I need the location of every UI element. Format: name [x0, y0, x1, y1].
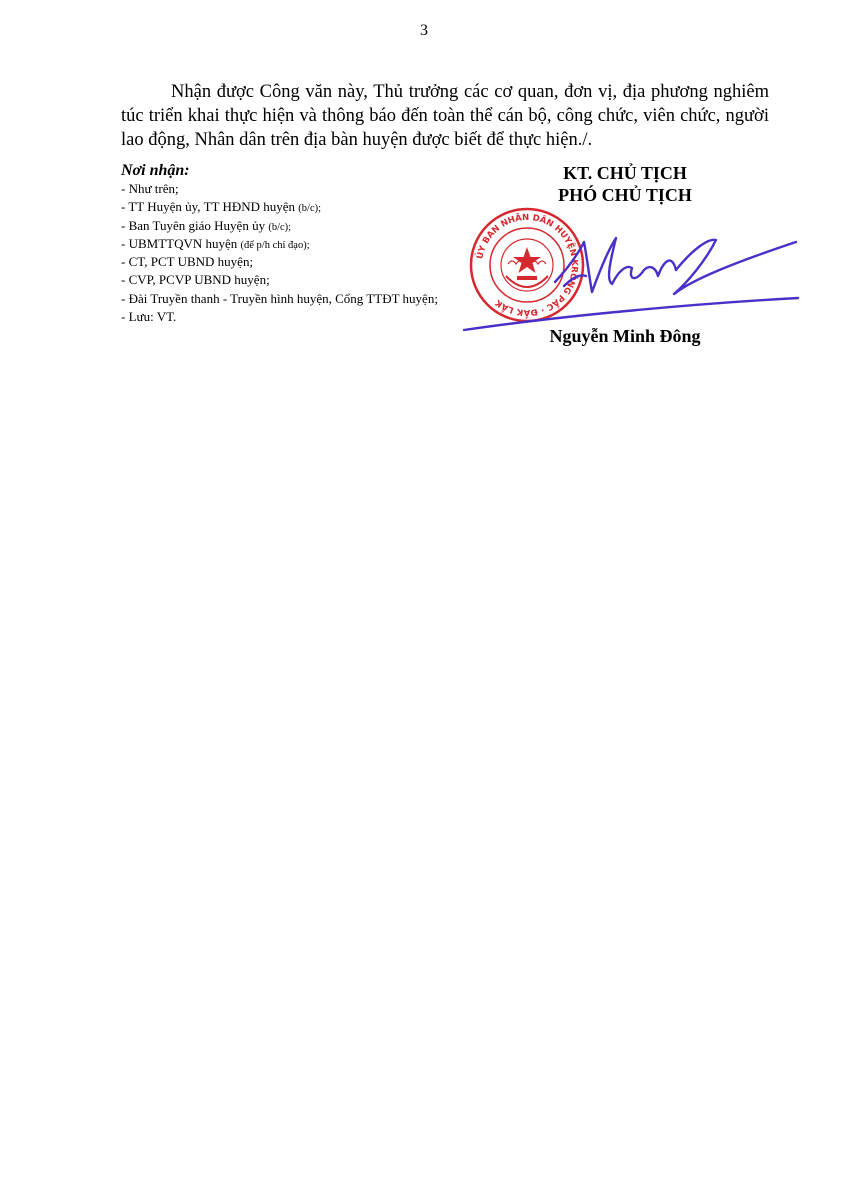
signer-name: Nguyễn Minh Đông: [549, 326, 701, 346]
recipient-item: - UBMTTQVN huyện (để p/h chỉ đạo);: [121, 235, 310, 251]
recipient-item: - CVP, PCVP UBND huyện;: [121, 272, 270, 288]
recipients-block: [121, 162, 461, 327]
recipient-list: [121, 181, 461, 327]
recipients-title: Nơi nhận:: [121, 162, 190, 179]
recipient-item: - Lưu: VT.: [121, 309, 177, 325]
recipient-item: - Ban Tuyên giáo Huyện ủy (b/c);: [121, 217, 292, 233]
signer-title: PHÓ CHỦ TỊCH: [558, 185, 692, 205]
recipient-item: - CT, PCT UBND huyện;: [121, 254, 254, 270]
svg-text:ỦY BAN NHÂN DÂN HUYỆN KRÔNG PẮ: ỦY BAN NHÂN DÂN HUYỆN KRÔNG PẮC · ĐẮK LẮK: [475, 212, 580, 318]
recipient-item: - Như trên;: [121, 181, 179, 196]
signature-block: [460, 162, 800, 362]
body-paragraph: Nhận được Công văn này, Thủ trưởng các cơ quan, đơn vị, địa phương nghiêm túc triển khai thực hiện và thông báo đến toàn thể cán bộ, công chức, viên chức, người lao động, Nhân dân trên địa bàn huyện được biết để thực hiện./.: [121, 82, 769, 150]
recipient-item: - Đài Truyền thanh - Truyền hình huyện, Cổng TTĐT huyện;: [121, 290, 438, 306]
recipient-item: - TT Huyện ủy, TT HĐND huyện (b/c);: [121, 199, 322, 215]
signer-authority: KT. CHỦ TỊCH: [563, 163, 687, 183]
page-number: 3: [420, 22, 428, 39]
handwritten-signature: [460, 220, 805, 340]
